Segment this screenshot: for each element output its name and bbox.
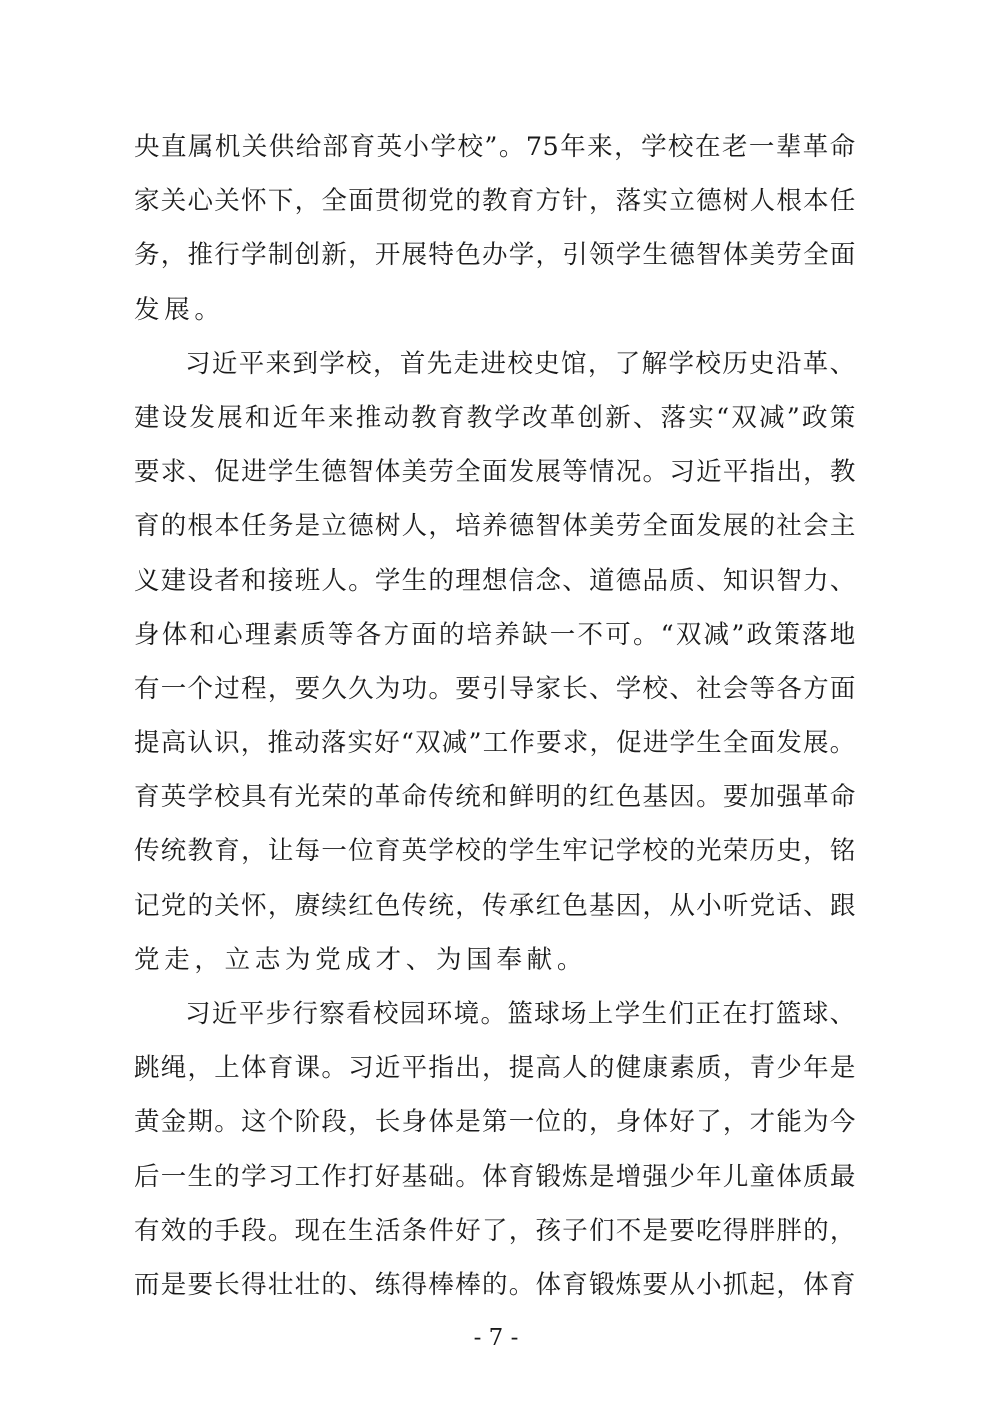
text-line: 跳 绳 ， 上 体 育 课 。 习 近 平 指 出 ， 提 高 人 的 健 康 素 质 ， 青 少 年 是 (134, 1053, 856, 1084)
text-line: 提 高 认 识 ， 推 动 落 实 好 “ 双 减 ” 工 作 要 求 ， 促 进 学 生 全 面 发 展 。 (134, 728, 856, 759)
body-text (134, 120, 856, 1312)
text-line: 黄 金 期 。 这 个 阶 段 ， 长 身 体 是 第 一 位 的 ， 身 体 好 了 ， 才 能 为 今 (134, 1107, 856, 1138)
text-line: 家 关 心 关 怀 下 ， 全 面 贯 彻 党 的 教 育 方 针 ， 落 实 立 德 树 人 根 本 任 (134, 186, 856, 217)
text-line: 有 一 个 过 程 ， 要 久 久 为 功 。 要 引 导 家 长 、 学 校 、 社 会 等 各 方 面 (134, 673, 856, 704)
text-line: 传 统 教 育 ， 让 每 一 位 育 英 学 校 的 学 生 牢 记 学 校 的 光 荣 历 史 ， 铭 (134, 836, 856, 867)
text-line: 后 一 生 的 学 习 工 作 打 好 基 础 。 体 育 锻 炼 是 增 强 少 年 儿 童 体 质 最 (134, 1161, 856, 1192)
page-number: - 7 - (473, 1325, 519, 1351)
text-line: 央 直 属 机 关 供 给 部 育 英 小 学 校 ” 。 75 年 来 ， 学 校 在 老 一 辈 革 命 (134, 132, 856, 162)
text-line: 育 英 学 校 具 有 光 荣 的 革 命 传 统 和 鲜 明 的 红 色 基 因 。 要 加 强 革 命 (134, 782, 856, 813)
text-line: 习 近 平 步 行 察 看 校 园 环 境 。 篮 球 场 上 学 生 们 正 在 打 篮 球 、 (185, 999, 856, 1029)
text-line: 务 ， 推 行 学 制 创 新 ， 开 展 特 色 办 学 ， 引 领 学 生 德 智 体 美 劳 全 面 (134, 240, 856, 271)
text-line: 记 党 的 关 怀 ， 赓 续 红 色 传 统 ， 传 承 红 色 基 因 ， 从 小 听 党 话 、 跟 (134, 890, 856, 921)
text-line: 而 是 要 长 得 壮 壮 的 、 练 得 棒 棒 的 。 体 育 锻 炼 要 从 小 抓 起 ， 体 育 (134, 1269, 856, 1300)
text-line: 有 效 的 手 段 。 现 在 生 活 条 件 好 了 ， 孩 子 们 不 是 要 吃 得 胖 胖 的 ， (134, 1215, 856, 1246)
text-line: 党 走 ， 立 志 为 党 成 才 、 为 国 奉 献 。 (134, 944, 583, 975)
text-line: 习 近 平 来 到 学 校 ， 首 先 走 进 校 史 馆 ， 了 解 学 校 历 史 沿 革 、 (185, 348, 856, 379)
text-line: 义 建 设 者 和 接 班 人 。 学 生 的 理 想 信 念 、 道 德 品 质 、 知 识 智 力 、 (134, 565, 856, 596)
text-line: 要 求 、 促 进 学 生 德 智 体 美 劳 全 面 发 展 等 情 况 。 习 近 平 指 出 ， 教 (134, 457, 856, 488)
text-line: 育 的 根 本 任 务 是 立 德 树 人 ， 培 养 德 智 体 美 劳 全 面 发 展 的 社 会 主 (134, 511, 856, 542)
text-line: 身 体 和 心 理 素 质 等 各 方 面 的 培 养 缺 一 不 可 。 “ 双 减 ” 政 策 落 地 (134, 619, 856, 650)
text-line: 发 展 。 (134, 294, 221, 325)
text-line: 建 设 发 展 和 近 年 来 推 动 教 育 教 学 改 革 创 新 、 落 实 “ 双 减 ” 政 策 (134, 402, 856, 433)
